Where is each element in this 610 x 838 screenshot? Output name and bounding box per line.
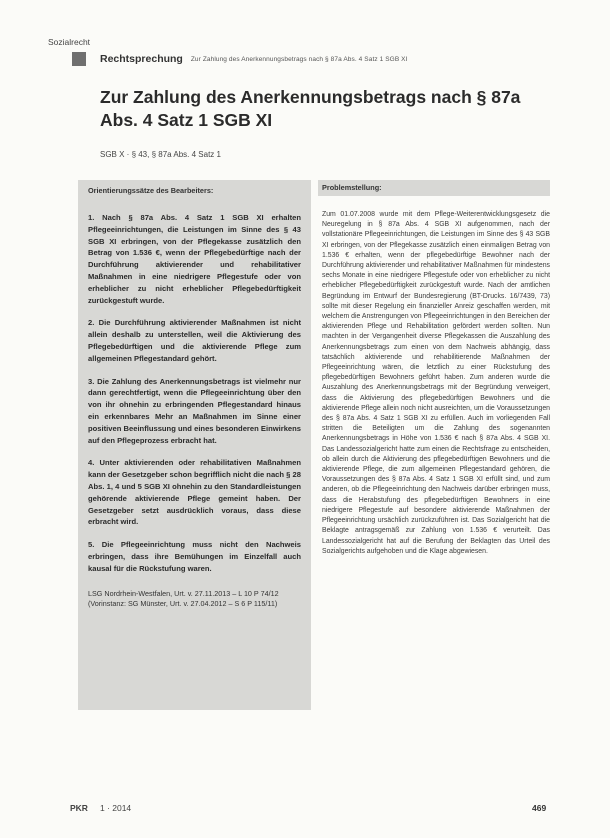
problem-column [318,180,550,557]
guidelines-heading: Orientierungssätze des Bearbeiters: [88,186,214,195]
court-citation: LSG Nordrhein-Westfalen, Urt. v. 27.11.2013 – L 10 P 74/12 (Vorinstanz: SG Münster, Urt. v. 27.04.2012 – S 6 P 115/11) [88,588,279,609]
article-title: Zur Zahlung des Anerkennungsbetrags nach § 87a Abs. 4 Satz 1 SGB XI [100,87,521,130]
guideline-item [88,376,301,447]
rubric-bar [72,52,550,66]
page-number: 469 [532,803,547,813]
guideline-text: Die Durchführung aktivierender Maßnahmen ist nicht allein deshalb zu unterstellen, weil die Aktivierung des Pflegebedürftigen und die aktivierende Pflege zum allgemeinen Pflegestandard gehört. [88,318,301,363]
problem-body: Zum 01.07.2008 wurde mit dem Pflege-Weiterentwicklungsgesetz die Neuregelung in § 87a Abs. 4 SGB XI aufgenommen, nach der vollstationäre Pflegeeinrichtungen, die Leistungen im Sinne des § 43 SGB XI erbringen, von der Pflegekasse zusätzlich einen einmaligen Betrag von 1.536 € erhalten, wenn der pflegebedürftige Bewohner nach der Durchführung aktivierender und rehabilitativer Maßnahmen für mindestens sechs Monate in eine niedrigere Pflegestufe oder von erheblicher zu nicht erheblicher Pflegebedürftigkeit zurückgestuft wurde. Nach der amtlichen Begründung im Entwurf der Bundesregierung (BT-Drucks. 16/7439, 73) sollte mit dieser Regelung ein finanzieller Anreiz geschaffen werden, mit welchem die Anstrengungen von Pflegeeinrichtungen in den Bereichen der aktivierenden Pflege und Rehabilitation gefördert werden sollten. Nun machten in der Vergangenheit diverse Pflegekassen die Auszahlung des Anerkennungsbetrags zum einen von dem Nachweis abhängig, dass tatsächlich aktivierende und rehabilitierende Maßnahmen der Pflegeeinrichtung wären, die letztlich zu einer Rückstufung des pflegebedürftigen Bewohners geführt haben. Zum anderen wurde die Auszahlung des Anerkennungsbetrags mit der Begründung verweigert, dass die Aktivierung des pflegebedürftigen Bewohners und die aktivierende Pflege allein noch nicht ausreichten, um die Voraussetzungen des § 87a Abs. 4 Satz 1 SGB XI zu erfüllen. Auch im vorliegenden Fall stritten die Beteiligten um die Zahlung des sogenannten Anerkennungsbetrags in Höhe von 1.536 € nach § 87a Abs. 4 SGB XI. Das Landessozialgericht hatte zum einen die Rechtsfrage zu entscheiden, ob allein durch die Aktivierung des pflegebedürftigen Bewohners und die aktivierende Pflege, die zum allgemeinen Pflegestandard gehören, die Voraussetzungen des § 87a Abs. 4 Satz 1 SGB XI erfüllt sind, und zum anderen, ob die Pflegeeinrichtung den Nachweis darüber erbringen muss, dass die Herabstufung des pflegebedürftigen Bewohners in eine niedrigere Pflegestufe auf besondere aktivierende Maßnahmen der Pflegeeinrichtung ursächlich zurückzuführen ist. Das Sozialgericht hat die Beklagte antragsgemäß zur Zahlung von 1.536 € verurteilt. Das Landessozialgericht hat auf die Berufung der Beklagten das Urteil des Sozialgerichts aufgehoben und die Klage abgewiesen. [322,211,550,555]
guideline-number: 3. [88,376,95,386]
guidelines-box [78,180,311,710]
guideline-text: Nach § 87a Abs. 4 Satz 1 SGB XI erhalten Pflegeeinrichtungen, die Leistungen im Sinne des § 43 SGB XI erbringen, von der Pflegekasse zusätzlich den Betrag von 1.536 €, wenn der Pflegebedürftige nach der Durchführung aktivierender und rehabilitativer Maßnahmen in eine niedrigere Pflegestufe oder von erheblicher zu nicht erheblicher Pflegebedürftigkeit zurückgestuft wurde. [88,213,301,305]
journal-issue: 1 · 2014 [99,803,132,813]
guideline-text: Unter aktivierenden oder rehabilitativen Maßnahmen kann der Gesetzgeber schon begrifflich nicht die nach § 28 Abs. 1, 4 und 5 SGB XI ohnehin zu den Standardleistungen gehörende aktivierende Pflege gemeint haben. Der Gesetzgeber setzt ausdrücklich voraus, dass diese erbracht wird. [88,458,301,527]
guideline-number: 5. [88,540,95,550]
guideline-item [88,539,301,574]
rubric-marker [72,52,86,66]
problem-heading: Problemstellung: [318,180,550,196]
guideline-item [88,212,301,306]
guideline-number: 4. [88,458,95,468]
journal-name: PKR [70,803,88,813]
footer-journal [70,803,131,813]
guideline-number: 2. [88,318,95,328]
rubric-title: Rechtsprechung [100,53,183,65]
guideline-item [88,457,301,528]
guideline-number: 1. [88,213,95,222]
article-statutes: SGB X · § 43, § 87a Abs. 4 Satz 1 [100,150,221,159]
rubric-reference: Zur Zahlung des Anerkennungsbetrags nach § 87a Abs. 4 Satz 1 SGB XI [190,55,408,63]
guideline-item [88,317,301,364]
guideline-text: Die Pflegeeinrichtung muss nicht den Nachweis erbringen, dass ihre Bemühungen im Einzelfall auch kausal für die Rückstufung waren. [88,540,301,573]
guideline-text: Die Zahlung des Anerkennungsbetrags ist vielmehr nur dann gerechtfertigt, wenn die Pflegeeinrichtung über den von ihr ohnehin zu erbringenden Pflegestandard hinaus ein erkennbares Mehr an Maßnahmen im Sinne einer positiven Beeinflussung und eines besonderen Einwirkens auf den Pflegeprozess erbracht hat. [88,376,301,445]
section-label: Sozialrecht [48,37,91,47]
